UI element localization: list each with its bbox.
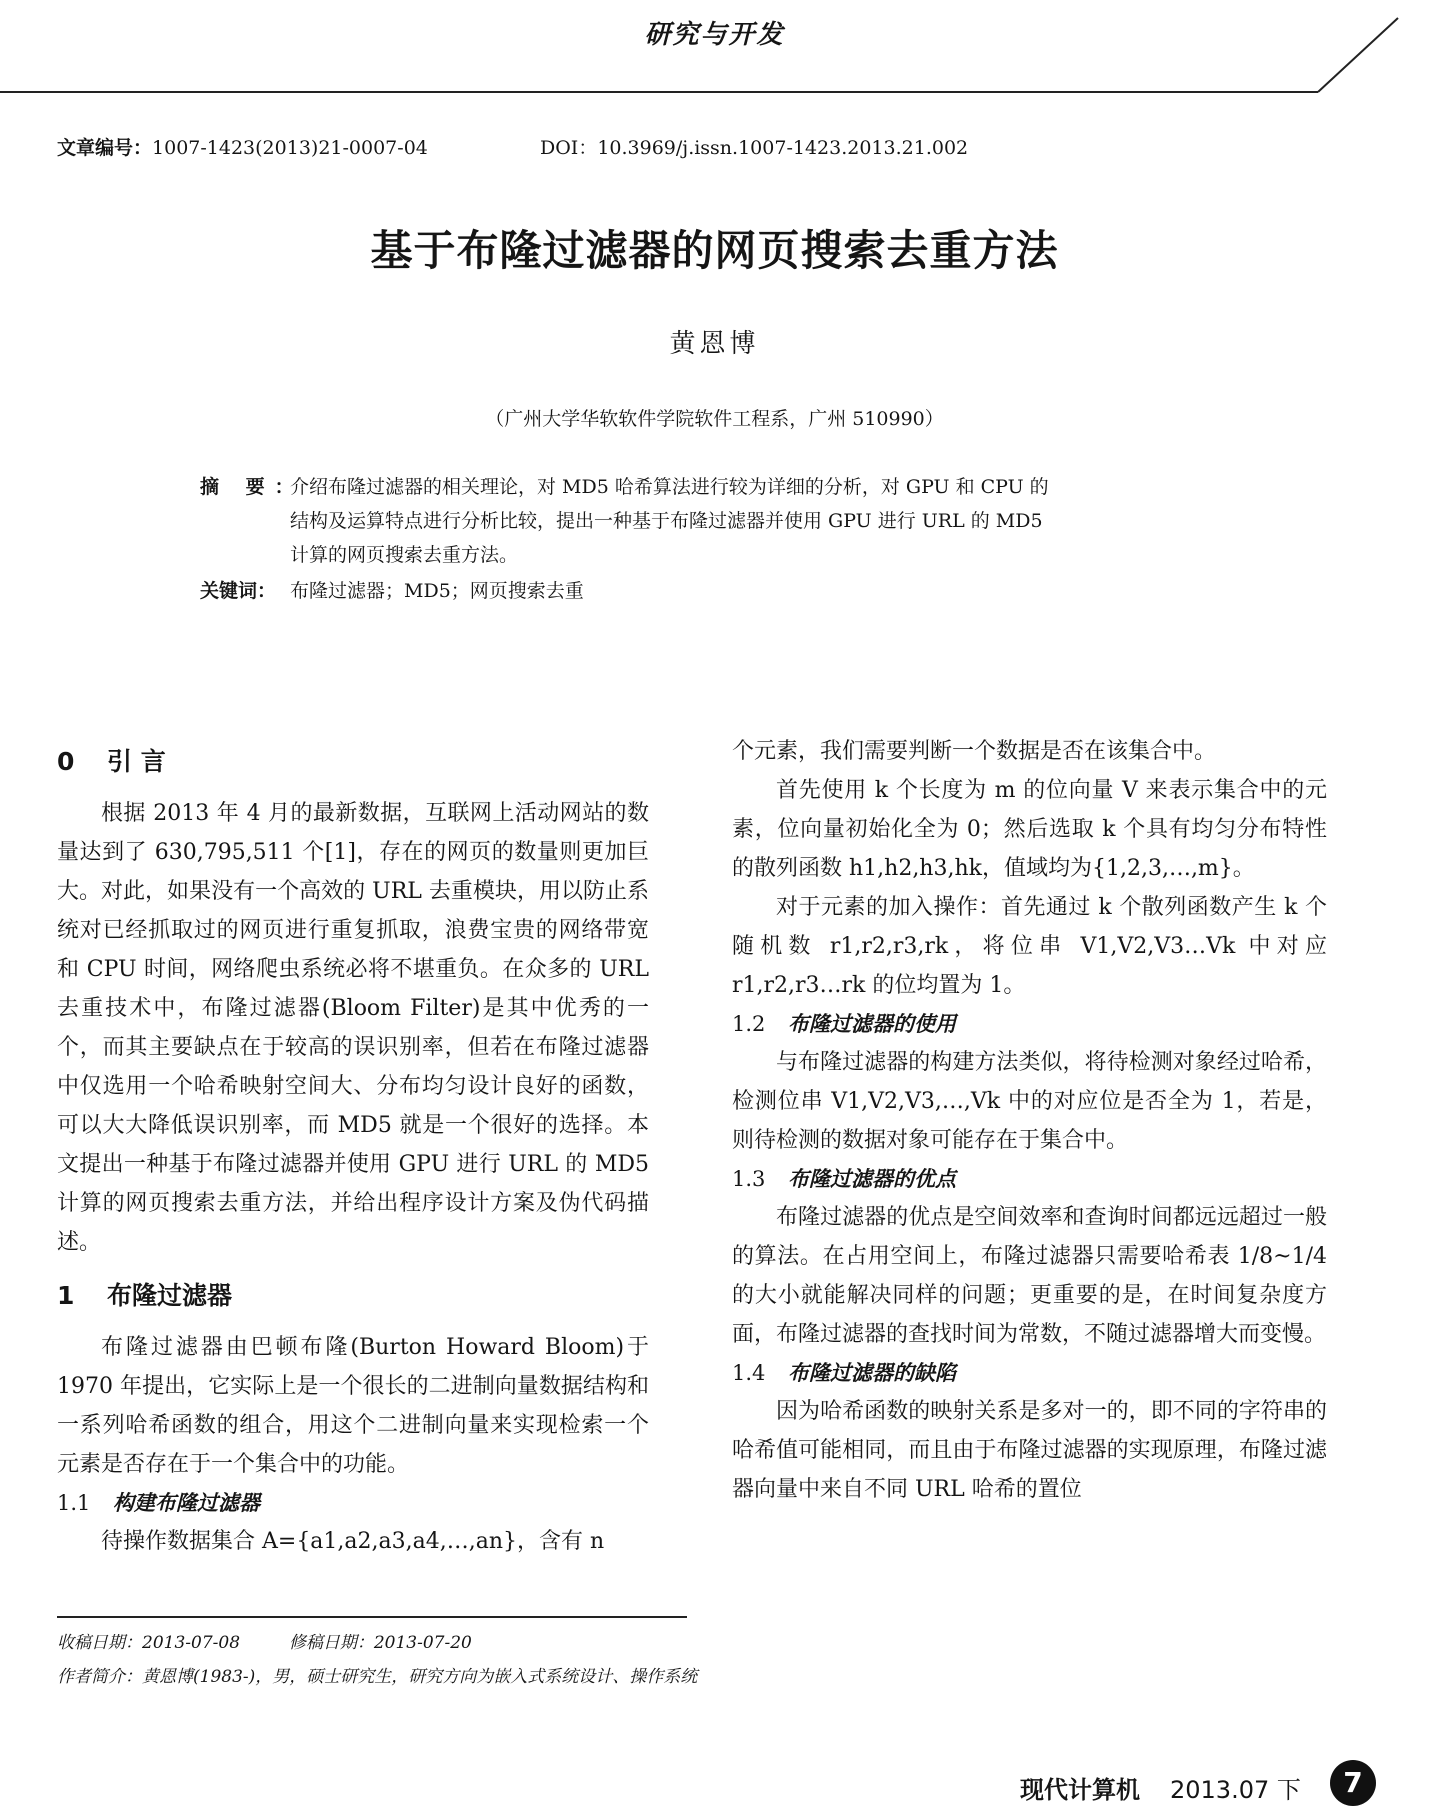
footnotes: [57, 1626, 957, 1694]
subsection-title: 构建布隆过滤器: [113, 1490, 260, 1515]
section-label: 研究与开发: [644, 20, 785, 50]
subsection-number: 1.2: [732, 1012, 766, 1036]
page-number: 7: [1330, 1760, 1376, 1806]
paragraph: 对于元素的加入操作：首先通过 k 个散列函数产生 k 个随机数 r1,r2,r3,rk，将位串 V1,V2,V3…Vk 中对应 r1,r2,r3…rk 的位均置为 1。: [732, 895, 1327, 998]
keywords-label: 关键词：: [200, 580, 277, 602]
section-number: 0: [57, 747, 75, 776]
abstract-line: 结构及运算特点进行分析比较，提出一种基于布隆过滤器并使用 GPU 进行 URL 的 MD5: [290, 510, 1043, 532]
article-number-value: 1007-1423(2013)21-0007-04: [152, 137, 428, 159]
right-column: [732, 732, 1327, 1509]
affiliation: （广州大学华软软件学院软件工程系，广州 510990）: [485, 408, 944, 430]
subsection-heading: [57, 1484, 649, 1522]
paragraph: 与布隆过滤器的构建方法类似，将待检测对象经过哈希，检测位串 V1,V2,V3,…,Vk 中的对应位是否全为 1，若是，则待检测的数据对象可能存在于集合中。: [732, 1050, 1327, 1153]
subsection-number: 1.1: [57, 1491, 91, 1515]
paragraph: 待操作数据集合 A={a1,a2,a3,a4,…,an}，含有 n: [101, 1529, 605, 1554]
left-column: [57, 732, 649, 1561]
doi-value: 10.3969/j.issn.1007-1423.2013.21.002: [597, 137, 969, 159]
revised-date: 2013-07-20: [373, 1633, 472, 1653]
abstract-line: 计算的网页搜索去重方法。: [290, 544, 519, 566]
article-number-label: 文章编号：: [57, 137, 153, 159]
received-label: 收稿日期：: [57, 1633, 142, 1653]
abstract: [200, 470, 1200, 608]
journal-name: 现代计算机: [1020, 1776, 1140, 1804]
section-title: 布隆过滤器: [107, 1281, 233, 1310]
subsection-heading: [732, 1005, 1327, 1043]
paragraph: 布隆过滤器的优点是空间效率和查询时间都远远超过一般的算法。在占用空间上，布隆过滤器只需要哈希表 1/8~1/4 的大小就能解决同样的问题；更重要的是，在时间复杂度方面，布隆过滤器的查找时间为常数，不随过滤器增大而变慢。: [732, 1205, 1327, 1347]
section-number: 1: [57, 1281, 75, 1310]
footnote-rule: [57, 1616, 687, 1618]
paragraph: 因为哈希函数的映射关系是多对一的，即不同的字符串的哈希值可能相同，而且由于布隆过滤器的实现原理，布隆过滤器向量中来自不同 URL 哈希的置位: [732, 1399, 1327, 1502]
article-number: [57, 133, 428, 160]
paper-title: 基于布隆过滤器的网页搜索去重方法: [370, 226, 1059, 275]
revised-label: 修稿日期：: [288, 1633, 374, 1653]
section-title: 引 言: [107, 747, 166, 776]
abstract-line: 介绍布隆过滤器的相关理论，对 MD5 哈希算法进行较为详细的分析，对 GPU 和 CPU 的: [290, 476, 1049, 498]
subsection-heading: [732, 1160, 1327, 1198]
author-bio: [57, 1660, 957, 1694]
subsection-number: 1.3: [732, 1167, 766, 1191]
subsection-title: 布隆过滤器的缺陷: [788, 1360, 956, 1385]
keywords-text: 布隆过滤器；MD5；网页搜索去重: [290, 580, 584, 602]
doi-label: DOI：: [540, 137, 598, 159]
author: 黄恩博: [669, 329, 760, 359]
doi: [540, 133, 968, 160]
paragraph: 个元素，我们需要判断一个数据是否在该集合中。: [732, 739, 1217, 764]
dates-line: [57, 1626, 957, 1660]
section-heading: [57, 1276, 649, 1316]
bio-text: 黄恩博(1983-)，男，硕士研究生，研究方向为嵌入式系统设计、操作系统: [142, 1667, 698, 1687]
paragraph: 根据 2013 年 4 月的最新数据，互联网上活动网站的数量达到了 630,795,511 个[1]，存在的网页的数量则更加巨大。对此，如果没有一个高效的 URL 去重模块，用以防止系统对已经抓取过的网页进行重复抓取，浪费宝贵的网络带宽和 CPU 时间，网络爬虫系统必将不堪重负。在众多的 URL 去重技术中，布隆过滤器(Bloom Filter)是其中优秀的一个，而其主要缺点在于较高的误识别率，但若在布隆过滤器中仅选用一个哈希映射空间大、分布均匀设计良好的函数，可以大大降低误识别率，而 MD5 就是一个很好的选择。本文提出一种基于布隆过滤器并使用 GPU 进行 URL 的 MD5 计算的网页搜索去重方法，并给出程序设计方案及伪代码描述。: [57, 801, 649, 1255]
subsection-heading: [732, 1354, 1327, 1392]
subsection-number: 1.4: [732, 1361, 766, 1385]
subsection-title: 布隆过滤器的使用: [788, 1011, 956, 1036]
issue-date: 2013.07 下: [1170, 1776, 1301, 1804]
received-date: 2013-07-08: [142, 1633, 241, 1653]
paragraph: 布隆过滤器由巴顿布隆(Burton Howard Bloom)于 1970 年提出，它实际上是一个很长的二进制向量数据结构和一系列哈希函数的组合，用这个二进制向量来实现检索一个元素是否存在于一个集合中的功能。: [57, 1335, 649, 1477]
abstract-label: 摘 要：: [200, 476, 304, 498]
bio-label: 作者简介：: [57, 1667, 142, 1687]
paragraph: 首先使用 k 个长度为 m 的位向量 V 来表示集合中的元素，位向量初始化全为 0；然后选取 k 个具有均匀分布特性的散列函数 h1,h2,h3,hk，值域均为{1,2,3,…,m}。: [732, 778, 1327, 881]
header-rule: [0, 0, 1429, 100]
section-heading: [57, 742, 649, 782]
subsection-title: 布隆过滤器的优点: [788, 1166, 956, 1191]
